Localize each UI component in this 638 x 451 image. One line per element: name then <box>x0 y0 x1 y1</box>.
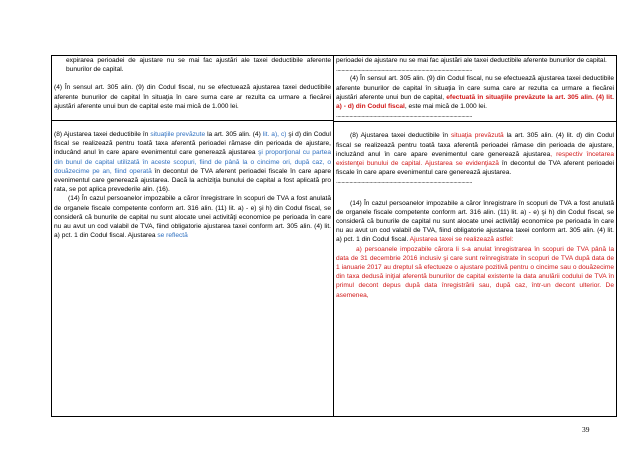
comparison-table <box>51 55 617 417</box>
right-ellipsis-1: ...................................................................................................... <box>336 66 472 74</box>
right-ellipsis-3: ...................................................................................................... <box>336 178 472 186</box>
left-paragraph-8: (8) Ajustarea taxei deductibile în situaţiile prevăzute la art. 305 alin. (4) lit. a), c) şi d) din Codul fiscal se realizează pentru toată taxa aferentă perioadei rămase din perioada de ajustare, inducând anul în care apare evenimentul care generează ajustarea şi proporţional cu partea din bunul de capital utilizată în aceste scopuri, fiind de până la o cincime ori, după caz, o douăzecime pe an, fiind operată în decontul de TVA aferent perioadei fiscale în care apare evenimentul care generează ajustarea. Dacă la achiziţia bunului de capital a fost aplicată pro rata, se pot aplica prevederile alin. (16). <box>54 131 332 194</box>
right-paragraph-1: perioadei de ajustare nu se mai fac ajustări ale taxei deductibile aferente bunurilor de capital. <box>336 57 607 64</box>
right-ellipsis-2: ...................................................................................................... <box>336 112 472 120</box>
left-paragraph-1: expirarea perioadei de ajustare nu se mai fac ajustări ale taxei deductibile aferente bunurilor de capital. <box>66 57 331 74</box>
right-paragraph-4: (4) În sensul art. 305 alin. (9) din Codul fiscal, nu se efectuează ajustarea taxei deductibile aferente bunurilor de capital în situaţia în care suma care ar rezulta ca urmare a fiecărei ajustări aferente unui bun de capital, efectuată în situaţiile prevăzute la art. 305 alin. (4) lit. a) - d) din Codul fiscal, este mai mică de 1.000 lei. <box>336 75 614 111</box>
left-paragraph-14: (14) În cazul persoanelor impozabile a căror înregistrare în scopuri de TVA a fost anulată de organele fiscale competente conform art. 316 alin. (11) lit. a) - e) şi h) din Codul fiscal, se consideră că bunurile de capital nu sunt alocate unei activităţi economice pe perioada în care nu au avut un cod valabil de TVA, fiind obligatorie ajustarea taxei conform art. 305 alin. (4) lit. a) pct. 1 din Codul fiscal. Ajustarea se reflectă <box>54 195 331 240</box>
right-paragraph-14-a: a) persoanele impozabile cărora li s-a anulat înregistrarea în scopuri de TVA până la data de 31 decembrie 2016 inclusiv şi care sunt reînregistrate în scopuri de TVA după data de 1 ianuarie 2017 au dreptul să efectueze o ajustare pozitivă pentru o cincime sau o douăzecime din taxa dedusă iniţial aferentă bunurilor de capital existente la data anulării codului de TVA în primul decont depus după data înregistrării sau, după caz, într-un decont ulterior. De asemenea, <box>336 245 614 299</box>
left-column-current-text <box>52 56 334 416</box>
right-paragraph-14: (14) În cazul persoanelor impozabile a căror înregistrare în scopuri de TVA a fost anulată de organele fiscale competente conform art. 316 alin. (11) lit. a) - e) şi h) din Codul fiscal, se consideră că bunurile de capital nu sunt alocate unei activităţi economice pe perioada în care nu au avut un cod valabil de TVA, fiind obligatorie ajustarea taxei conform art. 305 alin. (4) lit. a) pct. 1 din Codul fiscal. Ajustarea taxei se realizează astfel: <box>336 199 614 244</box>
left-paragraph-4: (4) În sensul art. 305 alin. (9) din Codul fiscal, nu se efectuează ajustarea taxei deductibile aferente bunurilor de capital în situaţia în care suma care ar rezulta ca urmare a fiecărei ajustări aferente unui bun de capital este mai mică de 1.000 lei. <box>54 84 331 110</box>
right-column-proposed-text <box>334 56 616 416</box>
right-paragraph-8: (8) Ajustarea taxei deductibile în situaţia prevăzută la art. 305 alin. (4) lit. d) din Codul fiscal se realizează pentru toată taxa aferentă perioadei rămase din perioada de ajustare, incluzând anul în care apare evenimentul care generează ajustarea, respectiv încetarea existenţei bunului de capital. Ajustarea se evidenţiază în decontul de TVA aferent perioadei fiscale în care apare evenimentul care generează ajustarea. <box>336 132 615 177</box>
page-number: 39 <box>582 425 590 434</box>
